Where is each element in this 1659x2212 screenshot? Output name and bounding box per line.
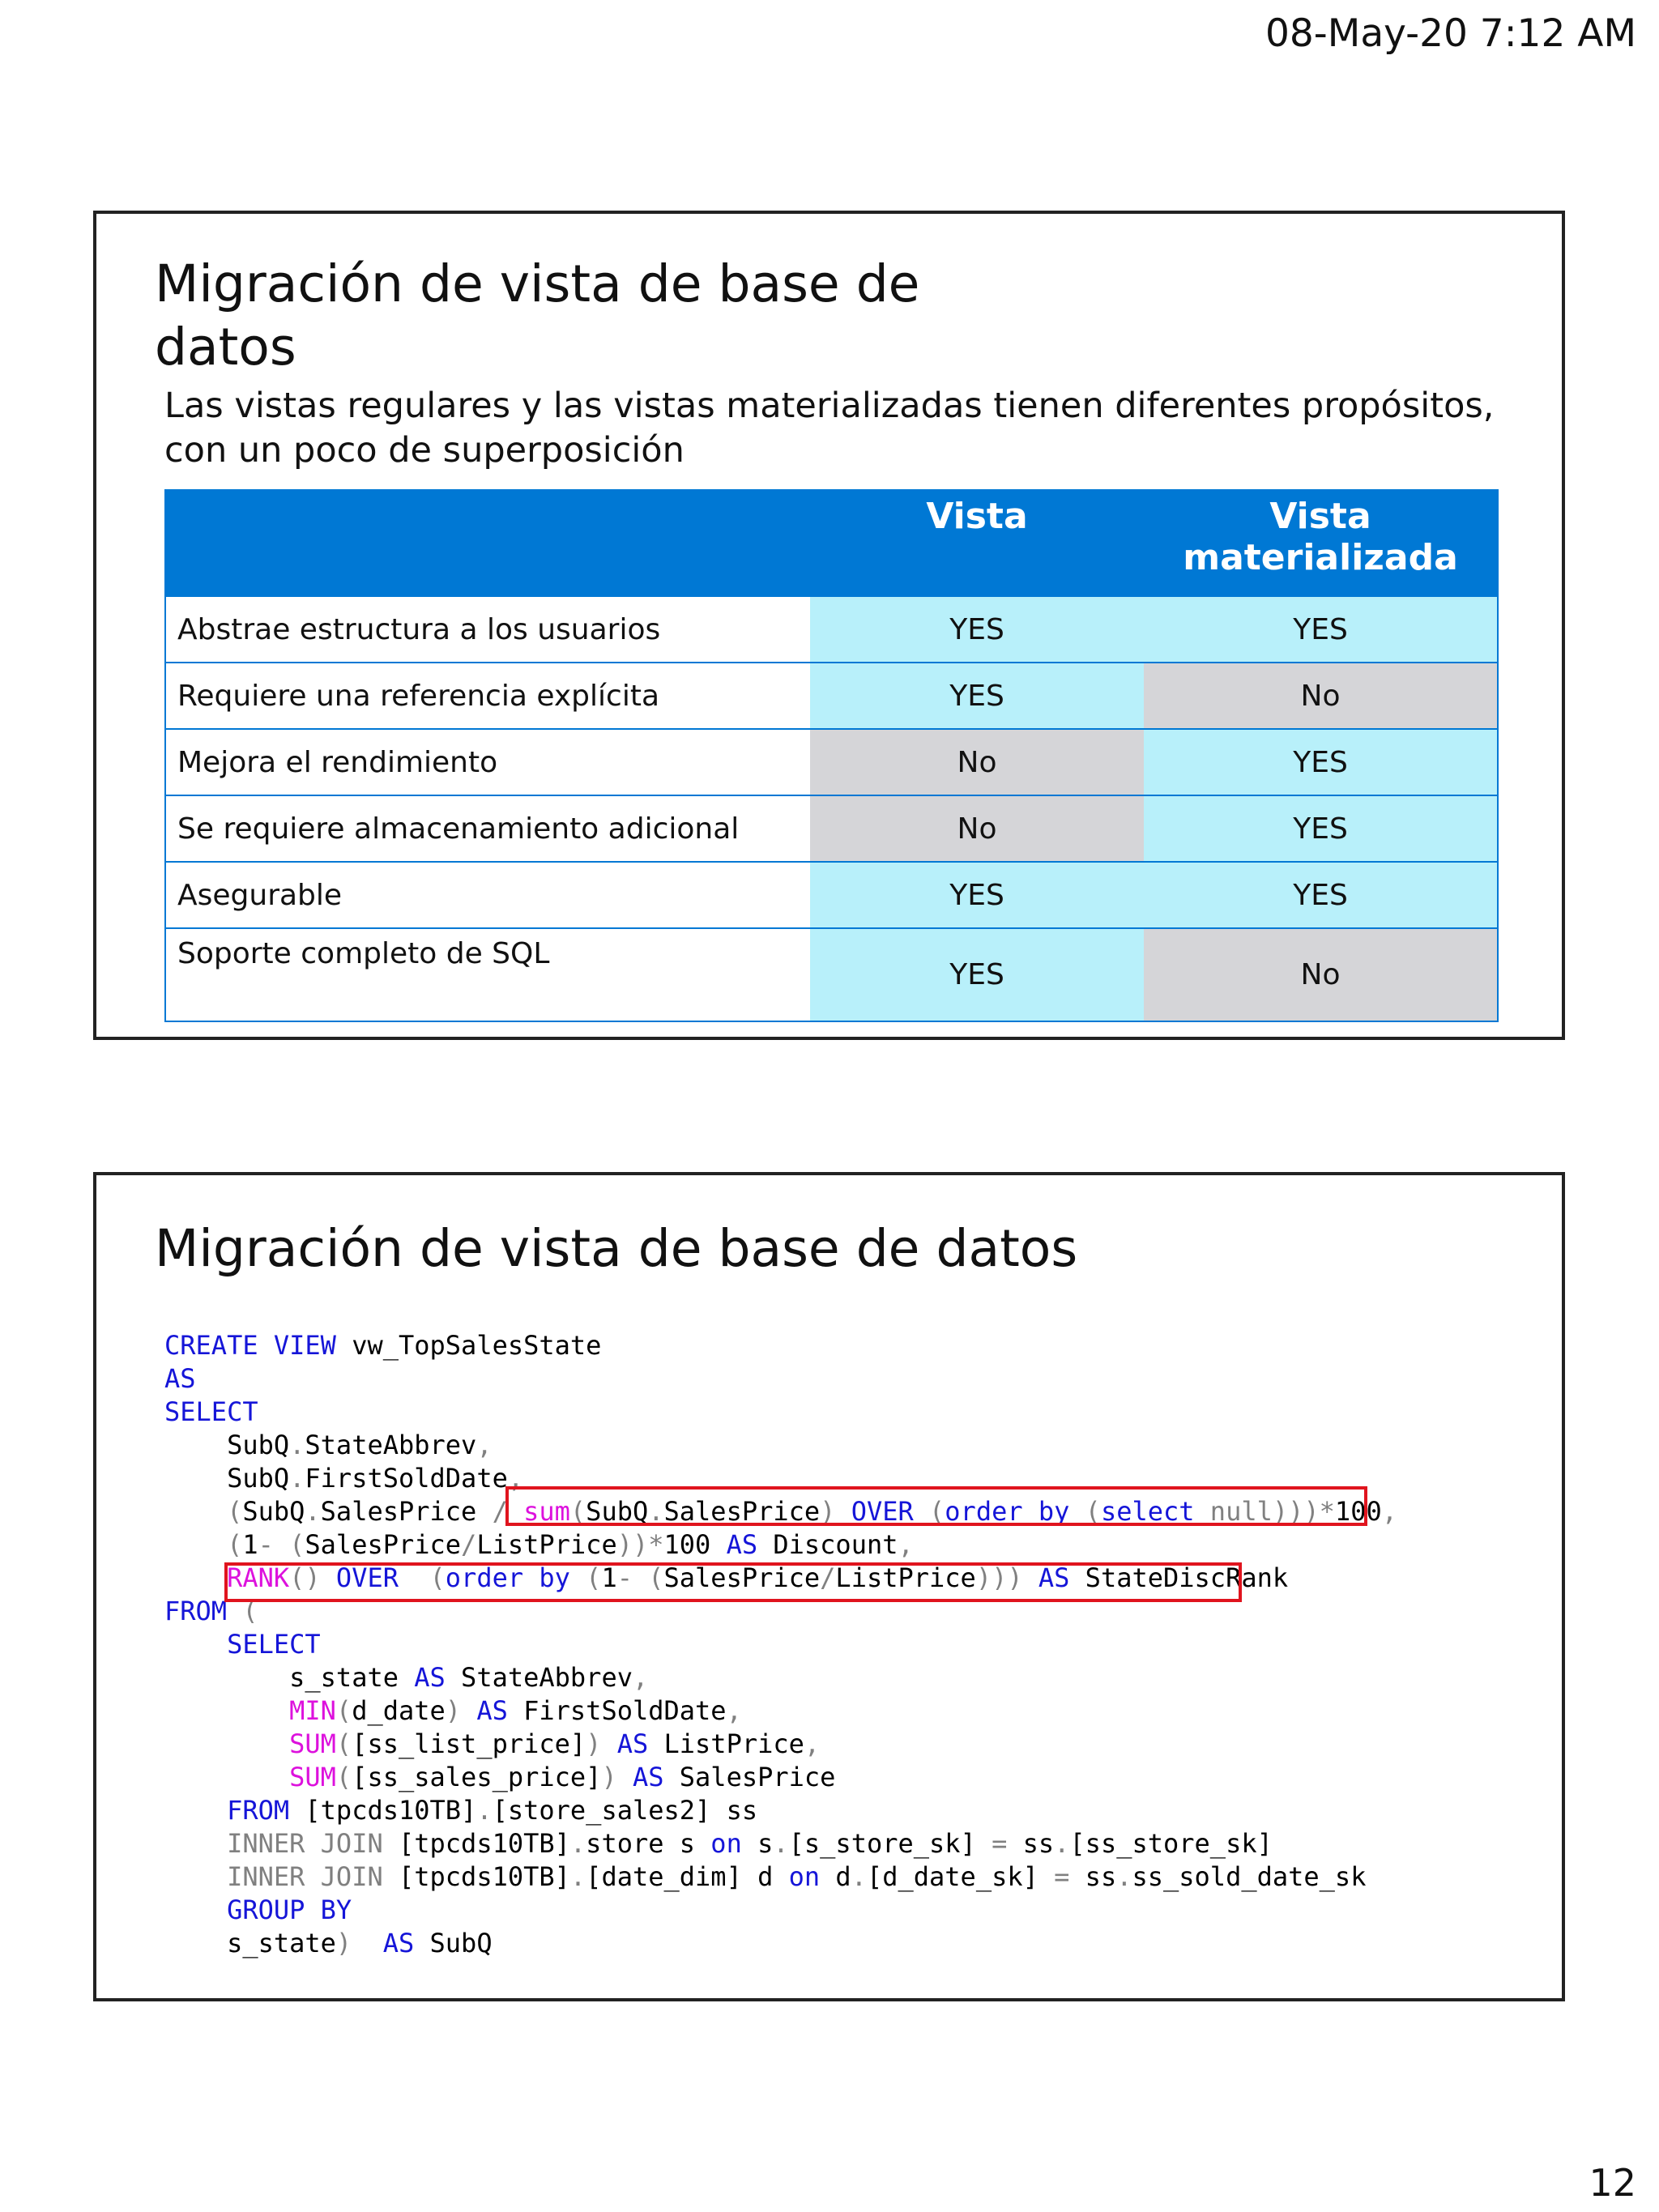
sql-keyword: GROUP BY (164, 1894, 352, 1925)
table-header-materializada: Vista materializada (1144, 489, 1498, 597)
slide-1 (93, 211, 1565, 1040)
sql-operator: = (1054, 1861, 1085, 1892)
sql-keyword: SELECT (164, 1396, 258, 1427)
sql-operator: INNER JOIN (164, 1828, 399, 1859)
sql-keyword: AS (164, 1363, 196, 1394)
table-row (165, 597, 1498, 663)
sql-operator: ) (335, 1928, 383, 1958)
cell-vista: No (810, 795, 1144, 862)
sql-token: FirstSoldDate (507, 1695, 727, 1726)
sql-token: SalesPrice (305, 1529, 462, 1560)
sql-operator: . (569, 1861, 586, 1892)
sql-operator: . (1116, 1861, 1132, 1892)
sql-keyword: AS (382, 1928, 415, 1958)
sql-operator: . (648, 1496, 664, 1527)
sql-keyword: AS (726, 1529, 758, 1560)
sql-token: 100 (663, 1529, 727, 1560)
sql-keyword: SELECT (164, 1629, 321, 1660)
row-label: Mejora el rendimiento (165, 729, 810, 795)
sql-token: [tpcds10TB] (289, 1795, 477, 1826)
cell-materializada: No (1144, 928, 1498, 1021)
cell-vista: YES (810, 597, 1144, 663)
sql-operator: ( (242, 1596, 258, 1626)
sql-operator: ))* (616, 1529, 664, 1560)
sql-operator: ( (429, 1562, 446, 1593)
sql-token: [store_sales2] ss (492, 1795, 758, 1826)
sql-token: [s_store_sk] (788, 1828, 992, 1859)
sql-keyword: on (788, 1861, 821, 1892)
sql-operator: = (992, 1828, 1023, 1859)
sql-token: [tpcds10TB] (398, 1861, 570, 1892)
sql-operator: ) (820, 1496, 851, 1527)
sql-keyword: OVER (335, 1562, 399, 1593)
sql-operator: . (289, 1463, 305, 1494)
cell-materializada: YES (1144, 729, 1498, 795)
sql-operator: . (569, 1828, 586, 1859)
slide-2 (93, 1172, 1565, 2001)
sql-operator: / (820, 1562, 836, 1593)
sql-operator: ( (335, 1728, 352, 1759)
sql-operator: ) (601, 1762, 633, 1792)
sql-token: Discount (757, 1529, 898, 1560)
sql-operator: ( (164, 1496, 243, 1527)
comparison-table (164, 489, 1499, 1022)
sql-token: [date_dim] d (586, 1861, 789, 1892)
row-label: Requiere una referencia explícita (165, 663, 810, 729)
sql-operator: ) (445, 1695, 477, 1726)
sql-token: ss_sold_date_sk (1132, 1861, 1367, 1892)
sql-token: 1 (601, 1562, 617, 1593)
cell-vista: YES (810, 862, 1144, 928)
sql-operator: . (773, 1828, 789, 1859)
sql-keyword: AS (414, 1662, 446, 1693)
sql-token: SubQ (242, 1496, 305, 1527)
sql-function: SUM (164, 1762, 336, 1792)
cell-vista: No (810, 729, 1144, 795)
sql-operator: . (476, 1795, 493, 1826)
row-label: Asegurable (165, 862, 810, 928)
sql-operator: , (476, 1430, 493, 1460)
sql-token: SubQ (586, 1496, 649, 1527)
sql-operator: ( (929, 1496, 945, 1527)
sql-operator: , (804, 1728, 821, 1759)
sql-token: ListPrice (648, 1728, 804, 1759)
sql-token: StateDiscRank (1069, 1562, 1289, 1593)
sql-token: StateAbbrev (445, 1662, 633, 1693)
row-label: Abstrae estructura a los usuarios (165, 597, 810, 663)
sql-operator: . (305, 1496, 321, 1527)
sql-keyword: AS (632, 1762, 664, 1792)
sql-operator: ) (586, 1728, 617, 1759)
sql-keyword: on (710, 1828, 742, 1859)
sql-token: SalesPrice (663, 1496, 821, 1527)
sql-token: [tpcds10TB] (398, 1828, 570, 1859)
table-row (165, 663, 1498, 729)
table-row (165, 862, 1498, 928)
sql-operator: / (492, 1496, 524, 1527)
sql-operator: . (1054, 1828, 1070, 1859)
sql-token: vw_TopSalesState (335, 1330, 602, 1361)
sql-operator: , (1381, 1496, 1397, 1527)
sql-token: [ss_list_price] (352, 1728, 586, 1759)
sql-keyword: select (1100, 1496, 1195, 1527)
sql-token: SalesPrice (663, 1562, 821, 1593)
sql-keyword: order by (445, 1562, 570, 1593)
sql-token: d (820, 1861, 851, 1892)
cell-vista: YES (810, 928, 1144, 1021)
sql-operator: , (898, 1529, 914, 1560)
sql-operator: . (851, 1861, 867, 1892)
sql-operator: ( (164, 1529, 243, 1560)
highlight-box-sum-over (505, 1486, 1367, 1526)
cell-materializada: YES (1144, 795, 1498, 862)
sql-token: FirstSoldDate (305, 1463, 508, 1494)
slide-1-subtitle: Las vistas regulares y las vistas materializadas tienen diferentes propósitos, con un poco de superposición (164, 386, 1495, 471)
table-header-vista: Vista (810, 489, 1144, 597)
sql-token: StateAbbrev (305, 1430, 477, 1460)
sql-token: SubQ (414, 1928, 493, 1958)
timestamp: 08-May-20 7:12 AM (1265, 11, 1636, 56)
sql-token: [ss_sales_price] (352, 1762, 602, 1792)
sql-token: s (741, 1828, 774, 1859)
sql-token: store s (586, 1828, 711, 1859)
table-header-empty (165, 489, 810, 597)
sql-function: sum (523, 1496, 570, 1527)
sql-keyword: FROM (164, 1795, 290, 1826)
sql-operator: . (289, 1430, 305, 1460)
sql-operator: () (289, 1562, 336, 1593)
sql-operator: ( (335, 1762, 352, 1792)
sql-keyword: order by (945, 1496, 1070, 1527)
sql-token: SubQ (164, 1430, 290, 1460)
sql-token: SubQ (164, 1463, 290, 1494)
sql-token: s_state (164, 1662, 415, 1693)
row-label: Soporte completo de SQL (165, 928, 810, 1021)
sql-operator: , (726, 1695, 742, 1726)
cell-vista: YES (810, 663, 1144, 729)
sql-operator: ( (335, 1695, 352, 1726)
sql-token: 100 (1334, 1496, 1382, 1527)
table-row (165, 795, 1498, 862)
sql-operator: ( (586, 1562, 602, 1593)
sql-operator: - ( (258, 1529, 305, 1560)
table-header-row (165, 489, 1498, 597)
sql-operator: null)))* (1209, 1496, 1335, 1527)
page-number: 12 (1589, 2161, 1636, 2205)
sql-token: ListPrice (835, 1562, 976, 1593)
sql-keyword: AS (616, 1728, 649, 1759)
sql-token: ListPrice (476, 1529, 617, 1560)
sql-token: s_state (164, 1928, 336, 1958)
sql-token: ss (1022, 1828, 1055, 1859)
row-label: Se requiere almacenamiento adicional (165, 795, 810, 862)
highlight-box-rank-over (224, 1562, 1242, 1602)
sql-keyword: OVER (851, 1496, 914, 1527)
sql-keyword: CREATE VIEW (164, 1330, 336, 1361)
cell-materializada: No (1144, 663, 1498, 729)
sql-token: ss (1085, 1861, 1117, 1892)
cell-materializada: YES (1144, 862, 1498, 928)
table-row (165, 928, 1498, 1021)
sql-operator: INNER JOIN (164, 1861, 399, 1892)
sql-operator: - ( (616, 1562, 664, 1593)
sql-operator: ))) (975, 1562, 1023, 1593)
sql-keyword: FROM (164, 1596, 228, 1626)
sql-token: [ss_store_sk] (1069, 1828, 1273, 1859)
sql-operator: ( (1085, 1496, 1101, 1527)
sql-function: RANK (164, 1562, 290, 1593)
sql-token: d_date (352, 1695, 446, 1726)
cell-materializada: YES (1144, 597, 1498, 663)
sql-function: MIN (164, 1695, 336, 1726)
sql-operator: , (507, 1463, 524, 1494)
table-row (165, 729, 1498, 795)
sql-operator: / (461, 1529, 477, 1560)
sql-token: SalesPrice (320, 1496, 493, 1527)
sql-token: 1 (242, 1529, 258, 1560)
sql-keyword: AS (1038, 1562, 1070, 1593)
sql-operator: , (632, 1662, 649, 1693)
sql-token: SalesPrice (663, 1762, 836, 1792)
sql-code-block (164, 1329, 1397, 1960)
slide-1-title: Migración de vista de base de datos (155, 254, 920, 377)
sql-operator: ( (569, 1496, 586, 1527)
slide-2-title: Migración de vista de base de datos (155, 1219, 1078, 1278)
sql-function: SUM (164, 1728, 336, 1759)
sql-token: [d_date_sk] (866, 1861, 1055, 1892)
sql-keyword: AS (476, 1695, 508, 1726)
